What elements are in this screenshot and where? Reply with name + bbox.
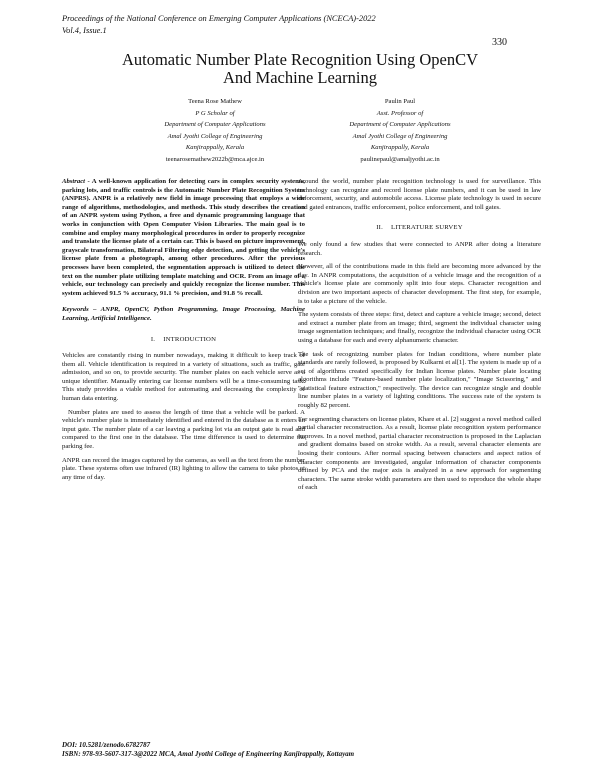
intro-paragraph-3: ANPR can record the images captured by the cameras, as well as the text from the number plate. These systems often use infrared (IR) lighting to allow the camera to take photos at any time of day.	[62, 456, 305, 481]
survey-paragraph-5: For segmenting characters on license plates, Khare et al. [2] suggest a novel method called partial character reconstruction. As a result, license plate recognition system performance improves. In a novel method, partial character reconstruction is proposed in the Laplacian and gradient domains based on stroke width. As a result, several character elements are loosing their contours. After normal spacing between characters and aspect ratios of character components are investigated, angular information of character components defined by PCA and the major axis is analyzed in a new approach for segmenting characters. The same stroke width parameters are then used to reproduce the whole shape of each	[298, 415, 541, 492]
proceedings-title: Proceedings of the National Conference on Emerging Computer Applications (NCECA)-2022	[62, 14, 376, 23]
title-line-2: And Machine Learning	[223, 68, 377, 87]
author-department: Department of Computer Applications	[164, 121, 266, 128]
abstract	[62, 178, 305, 298]
volume-issue: Vol.4, Issue.1	[62, 26, 107, 35]
author-place: Kanjirappally, Kerala	[370, 144, 430, 151]
intro-continuation: Around the world, number plate recognition technology is used for surveillance. This technology can recognize and record license plate numbers, and it can be used in law enforcement, security, and automobile access. License plate technology is used in secure and gated entrances, traffic enforcement, police enforcement, and toll gates.	[298, 178, 541, 211]
author-role: P G Scholar of	[195, 109, 235, 117]
doi: DOI: 10.5281/zenodo.6782787	[62, 741, 151, 749]
running-header	[62, 13, 376, 37]
author-name: Teena Rose Mathew	[188, 98, 242, 105]
author-college: Amal Jyothi College of Engineering	[167, 132, 263, 140]
author-name: Paulin Paul	[384, 98, 416, 105]
author-email[interactable]: paulinepaul@amaljyothi.ac.in	[360, 155, 440, 163]
author-place: Kanjirappally, Kerala	[185, 144, 245, 151]
section-heading-introduction: I. INTRODUCTION	[150, 335, 217, 343]
survey-paragraph-3: The system consists of three steps: first, detect and capture a vehicle image; second, detect and extract a number plate from an image; third, segment the individual character using image segmentation techniques; and finally, recognize the individual character using OCR using a database for each and every alphanumeric character.	[298, 311, 541, 344]
intro-paragraph-2: Number plates are used to assess the length of time that a vehicle will be parked. A vehicle's number plate is immediately identified and entered in the database as it enters an input gate. The number plate of a car leaving a parking lot via an output gate is read and compared to the first one in the database. The time difference is used to determine the parking fee.	[62, 408, 305, 451]
abstract-text: - A well-known application for detecting cars in complex security systems, parking lots, and traffic controls is the Automatic Number Plate Recognition System (ANPRS). ANPR is a relatively new field in image processing that employs a wide range of algorithms, methodologies, and methods. This study describes the creation of an ANPR system using Python, a free and dynamic programming language that works in conjunction with Open Computer Vision Libraries. The main goal is to combine and employ many morphological procedures in order to properly recognize and translate the license plate of a certain car. This is based on picture improvement, grayscale transformation, Bilateral Filtering edge detection, and getting the vehicle's license plate from a photograph, among other procedures. After the previous processes have been completed, the segmentation approach is utilized to detect the text on the number plate utilizing template matching and OCR. From an image of a vehicle, our technology can precisely and quickly recognize the license number. This system achieved 91.5 % accuracy, 91.1 % precision, and 91.8 % recall.	[62, 178, 305, 297]
author-role: Asst. Professor of	[376, 109, 424, 117]
title-line-1: Automatic Number Plate Recognition Using OpenCV	[121, 50, 479, 69]
survey-paragraph-1: We only found a few studies that were connected to ANPR after doing a literature research.	[298, 240, 541, 257]
left-column	[62, 178, 305, 487]
right-column	[298, 178, 541, 498]
author-block-1	[115, 96, 315, 165]
author-department: Department of Computer Applications	[349, 121, 451, 128]
abstract-label: Abstract	[62, 178, 86, 185]
author-email[interactable]: teenarosemathew2022b@mca.ajce.in	[165, 155, 265, 163]
survey-paragraph-4: The task of recognizing number plates for Indian conditions, where number plate standards are rarely followed, is proposed by Kulkarni et al[1]. The system is made up of a set of algorithms created specifically for Indian license plates. Number plate locating algorithms include "Feature-based number plate localization," "Image Scissoring," and "statistical feature extraction," respectively. The device can recognize single and double line number plates in a variety of lighting conditions. The success rate of the system is roughly 82 percent.	[298, 350, 541, 410]
author-college: Amal Jyothi College of Engineering	[352, 132, 448, 140]
section-heading-literature-survey: II. LITERATURE SURVEY	[376, 224, 463, 232]
page-number: 330	[492, 37, 507, 48]
intro-paragraph-1: Vehicles are constantly rising in number nowadays, making it difficult to keep track of them all. Vehicle identification is required in a variety of situations, such as traffic, gate admission, and so on, to provide security. The number plates on each vehicle serve as a unique identifier. Manually entering car license numbers will be a time-consuming task. This study provides a viable method for automating and decreasing the complexity of human data entering.	[62, 352, 305, 403]
survey-paragraph-2: However, all of the contributions made in this field are becoming more advanced by the day. In ANPR computations, the acquisition of a vehicle image and the recognition of a vehicle's license plate are commonly split into four steps. Character recognition and division are two important aspects of character development. The first step, for example, is to take a picture of the vehicle.	[298, 263, 541, 305]
page-footer	[62, 741, 354, 759]
paper-title	[100, 51, 500, 87]
author-block-2	[300, 96, 500, 165]
isbn: ISBN: 978-93-5607-317-3@2022 MCA, Amal Jyothi College of Engineering Kanjirappally, Kottayam	[62, 750, 355, 758]
keywords: Keywords – ANPR, OpenCV, Python Programming, Image Processing, Machine Learning, Artificial Intelligence.	[62, 306, 305, 322]
